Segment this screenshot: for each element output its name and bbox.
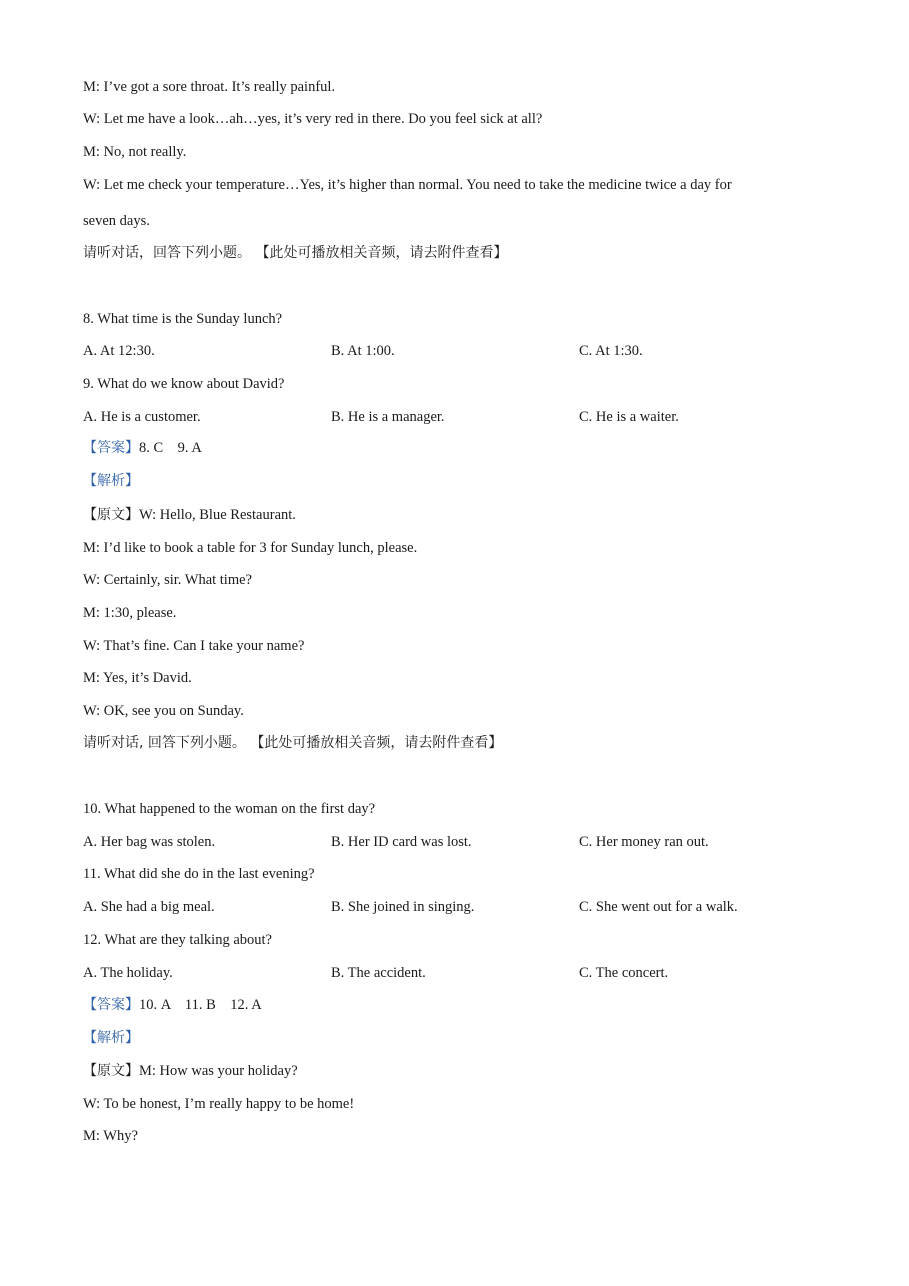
analysis-label: 【解析】 (83, 473, 139, 489)
transcript-line: M: I’d like to book a table for 3 for Sunday lunch, please. (83, 540, 418, 556)
answer-label: 【答案】 (83, 440, 139, 456)
q8-option-b: B. At 1:00. (331, 343, 395, 359)
q12-option-a: A. The holiday. (83, 965, 173, 981)
answer-line (83, 995, 262, 1015)
transcript-line: W: OK, see you on Sunday. (83, 703, 244, 719)
q12-option-c: C. The concert. (579, 965, 669, 981)
question-10: 10. What happened to the woman on the first day? (83, 801, 376, 817)
analysis-line (83, 1028, 139, 1048)
q9-option-b: B. He is a manager. (331, 409, 445, 425)
question-12: 12. What are they talking about? (83, 932, 272, 948)
answer-values: 10. A 11. B 12. A (139, 997, 262, 1013)
dialog-line: W: Let me have a look…ah…yes, it’s very red in there. Do you feel sick at all? (83, 111, 543, 127)
transcript-line (83, 505, 296, 525)
q10-option-a: A. Her bag was stolen. (83, 834, 216, 850)
transcript-first: W: Hello, Blue Restaurant. (139, 507, 296, 523)
dialog-line: W: Let me check your temperature…Yes, it’s higher than normal. You need to take the medicine twice a day for (83, 177, 732, 193)
answer-label: 【答案】 (83, 997, 139, 1013)
q10-option-c: C. Her money ran out. (579, 834, 709, 850)
q12-option-b: B. The accident. (331, 965, 426, 981)
listening-instruction: 请听对话，回答下列小题。 【此处可播放相关音频，请去附件查看】 (83, 245, 508, 261)
analysis-line (83, 471, 139, 491)
dialog-line: M: No, not really. (83, 144, 187, 160)
q8-option-c: C. At 1:30. (579, 343, 643, 359)
transcript-line: M: Yes, it’s David. (83, 670, 192, 686)
transcript-line: M: Why? (83, 1128, 138, 1144)
q9-option-c: C. He is a waiter. (579, 409, 679, 425)
q8-option-a: A. At 12:30. (83, 343, 155, 359)
q11-option-a: A. She had a big meal. (83, 899, 215, 915)
question-9: 9. What do we know about David? (83, 376, 285, 392)
transcript-line: M: 1:30, please. (83, 605, 177, 621)
q11-option-b: B. She joined in singing. (331, 899, 475, 915)
dialog-line: seven days. (83, 213, 150, 229)
dialog-line: M: I’ve got a sore throat. It’s really painful. (83, 79, 336, 95)
q11-option-c: C. She went out for a walk. (579, 899, 738, 915)
q10-option-b: B. Her ID card was lost. (331, 834, 472, 850)
analysis-label: 【解析】 (83, 1030, 139, 1046)
transcript-line: W: To be honest, I’m really happy to be home! (83, 1096, 355, 1112)
transcript-line: W: Certainly, sir. What time? (83, 572, 252, 588)
answer-line (83, 438, 202, 458)
transcript-line: W: That’s fine. Can I take your name? (83, 638, 305, 654)
q9-option-a: A. He is a customer. (83, 409, 201, 425)
question-11: 11. What did she do in the last evening? (83, 866, 315, 882)
answer-values: 8. C 9. A (139, 440, 202, 456)
transcript-label: 【原文】 (83, 1063, 139, 1079)
transcript-line (83, 1061, 298, 1081)
question-8: 8. What time is the Sunday lunch? (83, 311, 283, 327)
transcript-first: M: How was your holiday? (139, 1063, 298, 1079)
listening-instruction: 请听对话, 回答下列小题。 【此处可播放相关音频，请去附件查看】 (83, 735, 503, 751)
transcript-label: 【原文】 (83, 507, 139, 523)
